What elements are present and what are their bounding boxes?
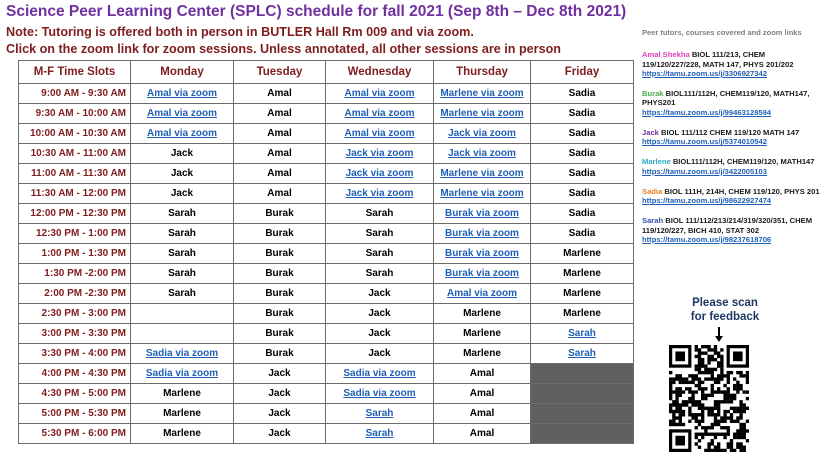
table-row <box>19 184 634 204</box>
column-header-friday: Friday <box>531 61 634 84</box>
qr-code-icon[interactable] <box>669 345 749 452</box>
zoom-session-link[interactable]: Amal via zoom <box>131 124 234 144</box>
in-person-session: Sarah <box>326 204 434 224</box>
zoom-session-link[interactable]: Burak via zoom <box>434 204 531 224</box>
in-person-session: Jack <box>131 184 234 204</box>
zoom-session-link[interactable]: Amal via zoom <box>434 284 531 304</box>
in-person-session: Sarah <box>131 244 234 264</box>
zoom-session-link[interactable]: Sadia via zoom <box>131 344 234 364</box>
in-person-session: Burak <box>234 244 326 264</box>
table-row <box>19 104 634 124</box>
tutor-entry-amal-shekha <box>642 50 820 78</box>
zoom-session-link[interactable]: Jack via zoom <box>434 124 531 144</box>
in-person-session: Sadia <box>531 144 634 164</box>
in-person-session: Marlene <box>131 384 234 404</box>
in-person-session: Sarah <box>326 264 434 284</box>
empty-slot <box>131 304 234 324</box>
tutor-name: Sarah <box>642 216 664 226</box>
in-person-session: Burak <box>234 264 326 284</box>
time-slot: 4:30 PM - 5:00 PM <box>19 384 131 404</box>
zoom-session-link[interactable]: Jack via zoom <box>326 144 434 164</box>
table-row <box>19 204 634 224</box>
in-person-session: Jack <box>326 304 434 324</box>
column-header-monday: Monday <box>131 61 234 84</box>
zoom-session-link[interactable]: Sarah <box>326 424 434 444</box>
zoom-session-link[interactable]: Amal via zoom <box>326 104 434 124</box>
time-slot: 3:00 PM - 3:30 PM <box>19 324 131 344</box>
column-header-m-f-time-slots: M-F Time Slots <box>19 61 131 84</box>
table-row <box>19 344 634 364</box>
in-person-session: Amal <box>434 364 531 384</box>
in-person-session: Amal <box>234 144 326 164</box>
feedback-line-2: for feedback <box>690 311 760 324</box>
schedule-header-row <box>19 61 634 84</box>
tutor-courses: BIOL 111/112/213/214/319/320/351, CHEM 119/120/227, BICH 410, STAT 302 <box>642 216 813 235</box>
zoom-session-link[interactable]: Sadia via zoom <box>326 364 434 384</box>
time-slot: 1:30 PM -2:00 PM <box>19 264 131 284</box>
time-slot: 12:30 PM - 1:00 PM <box>19 224 131 244</box>
feedback-prompt <box>670 296 780 325</box>
sidebar-header: Peer tutors, courses covered and zoom links <box>642 28 802 37</box>
tutor-entry-marlene <box>642 157 820 176</box>
tutor-courses: BIOL 111/112 CHEM 119/120 MATH 147 <box>661 127 800 137</box>
empty-slot <box>131 324 234 344</box>
schedule-body <box>19 84 634 444</box>
zoom-session-link[interactable]: Burak via zoom <box>434 264 531 284</box>
tutor-entry-burak <box>642 89 820 117</box>
tutor-zoom-link[interactable]: https://tamu.zoom.us/j/3306927342 <box>642 68 767 78</box>
tutor-courses: BIOL111/112H, CHEM119/120, MATH147 <box>672 157 815 167</box>
tutor-zoom-link[interactable]: https://tamu.zoom.us/j/98622927474 <box>642 196 772 206</box>
in-person-session: Sadia <box>531 184 634 204</box>
in-person-session: Jack <box>131 144 234 164</box>
in-person-session: Marlene <box>131 424 234 444</box>
time-slot: 11:30 AM - 12:00 PM <box>19 184 131 204</box>
zoom-session-link[interactable]: Jack via zoom <box>326 164 434 184</box>
time-slot: 9:30 AM - 10:00 AM <box>19 104 131 124</box>
feedback-line-1: Please scan <box>692 297 758 309</box>
table-row <box>19 144 634 164</box>
tutor-zoom-link[interactable]: https://tamu.zoom.us/j/99463128594 <box>642 107 772 117</box>
time-slot: 5:00 PM - 5:30 PM <box>19 404 131 424</box>
in-person-session: Sarah <box>326 244 434 264</box>
zoom-session-link[interactable]: Sadia via zoom <box>131 364 234 384</box>
zoom-session-link[interactable]: Jack via zoom <box>434 144 531 164</box>
in-person-session: Jack <box>326 324 434 344</box>
in-person-session: Sadia <box>531 224 634 244</box>
zoom-session-link[interactable]: Marlene via zoom <box>434 84 531 104</box>
in-person-session: Marlene <box>434 324 531 344</box>
in-person-session: Sadia <box>531 84 634 104</box>
table-row <box>19 424 634 444</box>
column-header-thursday: Thursday <box>434 61 531 84</box>
zoom-session-link[interactable]: Marlene via zoom <box>434 164 531 184</box>
zoom-session-link[interactable]: Sarah <box>531 324 634 344</box>
in-person-session: Jack <box>234 384 326 404</box>
tutor-name: Sadia <box>642 186 663 196</box>
in-person-session: Marlene <box>531 264 634 284</box>
in-person-session: Amal <box>234 184 326 204</box>
zoom-session-link[interactable]: Sarah <box>531 344 634 364</box>
tutor-zoom-link[interactable]: https://tamu.zoom.us/j/3422005103 <box>642 166 767 176</box>
tutor-sidebar <box>642 28 820 255</box>
in-person-session: Sadia <box>531 124 634 144</box>
table-row <box>19 244 634 264</box>
zoom-session-link[interactable]: Sarah <box>326 404 434 424</box>
in-person-session: Sadia <box>531 104 634 124</box>
time-slot: 2:30 PM - 3:00 PM <box>19 304 131 324</box>
zoom-session-link[interactable]: Amal via zoom <box>326 84 434 104</box>
tutor-name: Burak <box>642 89 664 99</box>
in-person-session: Amal <box>434 384 531 404</box>
time-slot: 2:00 PM -2:30 PM <box>19 284 131 304</box>
in-person-session: Burak <box>234 224 326 244</box>
table-row <box>19 84 634 104</box>
in-person-session: Amal <box>434 424 531 444</box>
in-person-session: Marlene <box>531 284 634 304</box>
time-slot: 11:00 AM - 11:30 AM <box>19 164 131 184</box>
tutor-name: Amal Shekha <box>642 50 690 60</box>
table-row <box>19 324 634 344</box>
tutor-list <box>642 50 820 244</box>
tutor-courses: BIOL 111H, 214H, CHEM 119/120, PHYS 201 <box>664 186 820 196</box>
zoom-session-link[interactable]: Amal via zoom <box>131 84 234 104</box>
table-row <box>19 384 634 404</box>
tutor-name: Jack <box>642 127 659 137</box>
in-person-session: Sarah <box>131 264 234 284</box>
closed-slot <box>531 364 634 384</box>
in-person-session: Marlene <box>434 344 531 364</box>
in-person-session: Marlene <box>131 404 234 424</box>
zoom-session-link[interactable]: Burak via zoom <box>434 224 531 244</box>
tutor-zoom-link[interactable]: https://tamu.zoom.us/j/5374010542 <box>642 137 767 147</box>
tutor-courses: BIOL 111/213, CHEM 119/120/227/228, MATH 147, PHYS 201/202 <box>642 50 794 69</box>
in-person-session: Burak <box>234 324 326 344</box>
table-row <box>19 164 634 184</box>
tutor-name: Marlene <box>642 157 671 167</box>
time-slot: 4:00 PM - 4:30 PM <box>19 364 131 384</box>
tutor-entry-sarah <box>642 216 820 244</box>
in-person-session: Jack <box>326 284 434 304</box>
in-person-session: Burak <box>234 304 326 324</box>
in-person-session: Marlene <box>434 304 531 324</box>
in-person-session: Sadia <box>531 164 634 184</box>
zoom-session-link[interactable]: Marlene via zoom <box>434 104 531 124</box>
tutor-zoom-link[interactable]: https://tamu.zoom.us/j/98237618706 <box>642 234 772 244</box>
in-person-session: Amal <box>234 164 326 184</box>
in-person-session: Jack <box>234 404 326 424</box>
in-person-session: Sarah <box>131 204 234 224</box>
time-slot: 12:00 PM - 12:30 PM <box>19 204 131 224</box>
zoom-session-link[interactable]: Burak via zoom <box>434 244 531 264</box>
column-header-tuesday: Tuesday <box>234 61 326 84</box>
time-slot: 5:30 PM - 6:00 PM <box>19 424 131 444</box>
in-person-session: Amal <box>234 84 326 104</box>
table-row <box>19 264 634 284</box>
in-person-session: Amal <box>234 124 326 144</box>
zoom-session-link[interactable]: Sadia via zoom <box>326 384 434 404</box>
in-person-session: Jack <box>326 344 434 364</box>
in-person-session: Amal <box>434 404 531 424</box>
tutor-entry-sadia <box>642 187 820 206</box>
page-title: Science Peer Learning Center (SPLC) schedule for fall 2021 (Sep 8th – Dec 8th 2021) <box>6 3 627 20</box>
column-header-wednesday: Wednesday <box>326 61 434 84</box>
closed-slot <box>531 384 634 404</box>
note-zoom-instructions: Click on the zoom link for zoom sessions. Unless annotated, all other sessions are in person <box>6 42 561 56</box>
in-person-session: Burak <box>234 344 326 364</box>
in-person-session: Jack <box>234 364 326 384</box>
table-row <box>19 364 634 384</box>
zoom-session-link[interactable]: Jack via zoom <box>326 184 434 204</box>
in-person-session: Burak <box>234 284 326 304</box>
table-row <box>19 404 634 424</box>
time-slot: 9:00 AM - 9:30 AM <box>19 84 131 104</box>
time-slot: 3:30 PM - 4:00 PM <box>19 344 131 364</box>
in-person-session: Sarah <box>131 284 234 304</box>
in-person-session: Burak <box>234 204 326 224</box>
table-row <box>19 124 634 144</box>
time-slot: 10:30 AM - 11:00 AM <box>19 144 131 164</box>
in-person-session: Jack <box>131 164 234 184</box>
tutor-courses: BIOL111/112H, CHEM119/120, MATH147, PHYS201 <box>642 89 810 108</box>
time-slot: 10:00 AM - 10:30 AM <box>19 124 131 144</box>
zoom-session-link[interactable]: Marlene via zoom <box>434 184 531 204</box>
in-person-session: Amal <box>234 104 326 124</box>
in-person-session: Marlene <box>531 244 634 264</box>
table-row <box>19 224 634 244</box>
table-row <box>19 284 634 304</box>
in-person-session: Sadia <box>531 204 634 224</box>
schedule-table <box>18 60 634 444</box>
zoom-session-link[interactable]: Amal via zoom <box>326 124 434 144</box>
closed-slot <box>531 424 634 444</box>
note-in-person: Note: Tutoring is offered both in person in BUTLER Hall Rm 009 and via zoom. <box>6 25 474 39</box>
closed-slot <box>531 404 634 424</box>
in-person-session: Sarah <box>326 224 434 244</box>
in-person-session: Jack <box>234 424 326 444</box>
in-person-session: Marlene <box>531 304 634 324</box>
table-row <box>19 304 634 324</box>
tutor-entry-jack <box>642 128 820 147</box>
in-person-session: Sarah <box>131 224 234 244</box>
time-slot: 1:00 PM - 1:30 PM <box>19 244 131 264</box>
zoom-session-link[interactable]: Amal via zoom <box>131 104 234 124</box>
down-arrow-icon <box>714 327 724 343</box>
